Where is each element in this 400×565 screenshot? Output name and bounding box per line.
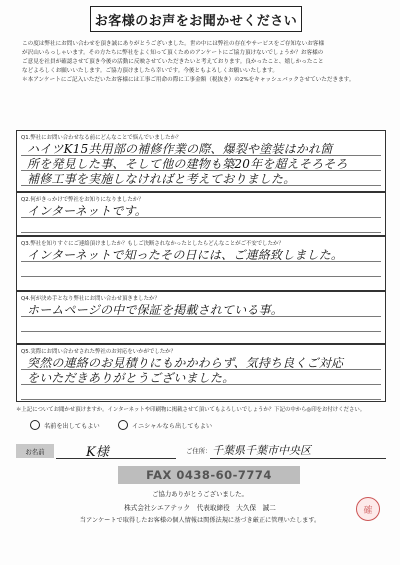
intro-line: ご意見を社員が確認させて頂き今後の活動に反映させていただきたいと考えております。良かったこと、嬉しかったこと <box>22 59 324 65</box>
radio-circle-icon[interactable] <box>118 420 128 430</box>
option-initial-ok[interactable] <box>118 420 212 430</box>
question-3-label: Q3.弊社を知りすぐにご連絡頂けましたか？もしご決断されなかったとしたらどんなことがご不安でしたか？ <box>21 241 284 247</box>
question-3-box <box>16 236 386 291</box>
answer-line: 所を発見した事、そして他の建物も築20年を超えそろそろ <box>27 157 348 171</box>
address-label: ご住所： <box>186 447 212 455</box>
answer-line: ホームページの中で保証を掲載されている事。 <box>27 303 283 317</box>
question-5-box <box>16 344 386 402</box>
answer-line: インターネットで知ったその日には、ご連絡致しました。 <box>27 248 344 262</box>
intro-line: が沢山いらっしゃいます。その方たちに弊社をよく知って頂くためのアンケートにご協力頂けないでしょうか？お客様の <box>22 50 324 56</box>
answer-line: ハイツK15共用部の補修作業の際、爆裂や塗装はかれ箇 <box>27 142 333 156</box>
intro-line: この度は弊社にお問い合わせを頂き誠にありがとうございました。世の中には弊社の存在やサービスをご存知ないお客様 <box>22 41 325 47</box>
option-initial-ok-label: イニシャルなら出してもよい <box>132 422 213 430</box>
page-title: お客様のお声をお聞かせください <box>90 6 302 32</box>
question-2-box <box>16 192 386 236</box>
answer-line: をいただきありがとうございました。 <box>27 371 235 385</box>
address-underline <box>210 458 386 459</box>
answer-line: インターネットです。 <box>27 204 147 218</box>
company-name: 株式会社シエアテック 代表取締役 大久保 誠二 <box>124 504 276 512</box>
option-name-ok[interactable] <box>30 420 100 430</box>
question-3-answer <box>27 248 379 263</box>
question-1-box <box>16 130 386 192</box>
question-1-label: Q1.弊社にお問い合わせなる前にどんなことで悩んでいましたか？ <box>21 135 182 141</box>
radio-circle-icon[interactable] <box>30 420 40 430</box>
question-4-label: Q4.何が決め手となり弊社にお問い合わせ頂きましたか？ <box>21 296 160 302</box>
question-4-answer <box>27 303 379 318</box>
question-4-box <box>16 291 386 344</box>
privacy-notice: 当アンケートで取得したお客様の個人情報は関係法規に基づき厳正に管理いたします。 <box>79 517 321 524</box>
name-label: お名前 <box>16 444 54 458</box>
answer-line: 突然の連絡のお見積りにもかかわらず、気持ち良くご対応 <box>27 356 344 370</box>
question-5-label: Q5.実際にお問い合わせされた弊社のお対応をいかがでしたか？ <box>21 349 176 355</box>
question-5-answer <box>27 356 379 386</box>
address-value: 千葉県千葉市中央区 <box>212 444 311 457</box>
question-2-label: Q2.何がきっかけで弊社をお知りになりましたか？ <box>21 197 144 203</box>
answer-line: 補修工事を実施しなければと考えておりました。 <box>27 172 296 186</box>
fax-number: FAX 0438-60-7774 <box>118 466 300 484</box>
name-value: K様 <box>86 445 109 460</box>
question-1-answer <box>27 142 379 187</box>
intro-text <box>22 40 382 85</box>
publish-consent-note: ＊上記についてお聞かせ頂けますか。インターネットや印刷物に掲載させて頂いてもよろしいでしょうか？下記の中から◎印をお付けください。 <box>16 407 366 413</box>
option-name-ok-label: 名前を出してもよい <box>44 422 100 430</box>
intro-line: ＊本アンケートにご記入いただいたお客様には工事ご用命の際に工事金額（税抜き）の2%をキャッシュバックさせていただきます。 <box>22 77 355 83</box>
seal-stamp-icon: 確 <box>356 497 380 521</box>
name-underline <box>56 458 176 459</box>
thanks-text: ご協力ありがとうございました。 <box>152 490 248 498</box>
intro-line: などよろしくお願いいたします。ご協力頂けましたら幸いです。今後ともよろしくお願いいたします。 <box>22 68 278 74</box>
question-2-answer <box>27 204 379 219</box>
name-address-row <box>16 441 386 461</box>
